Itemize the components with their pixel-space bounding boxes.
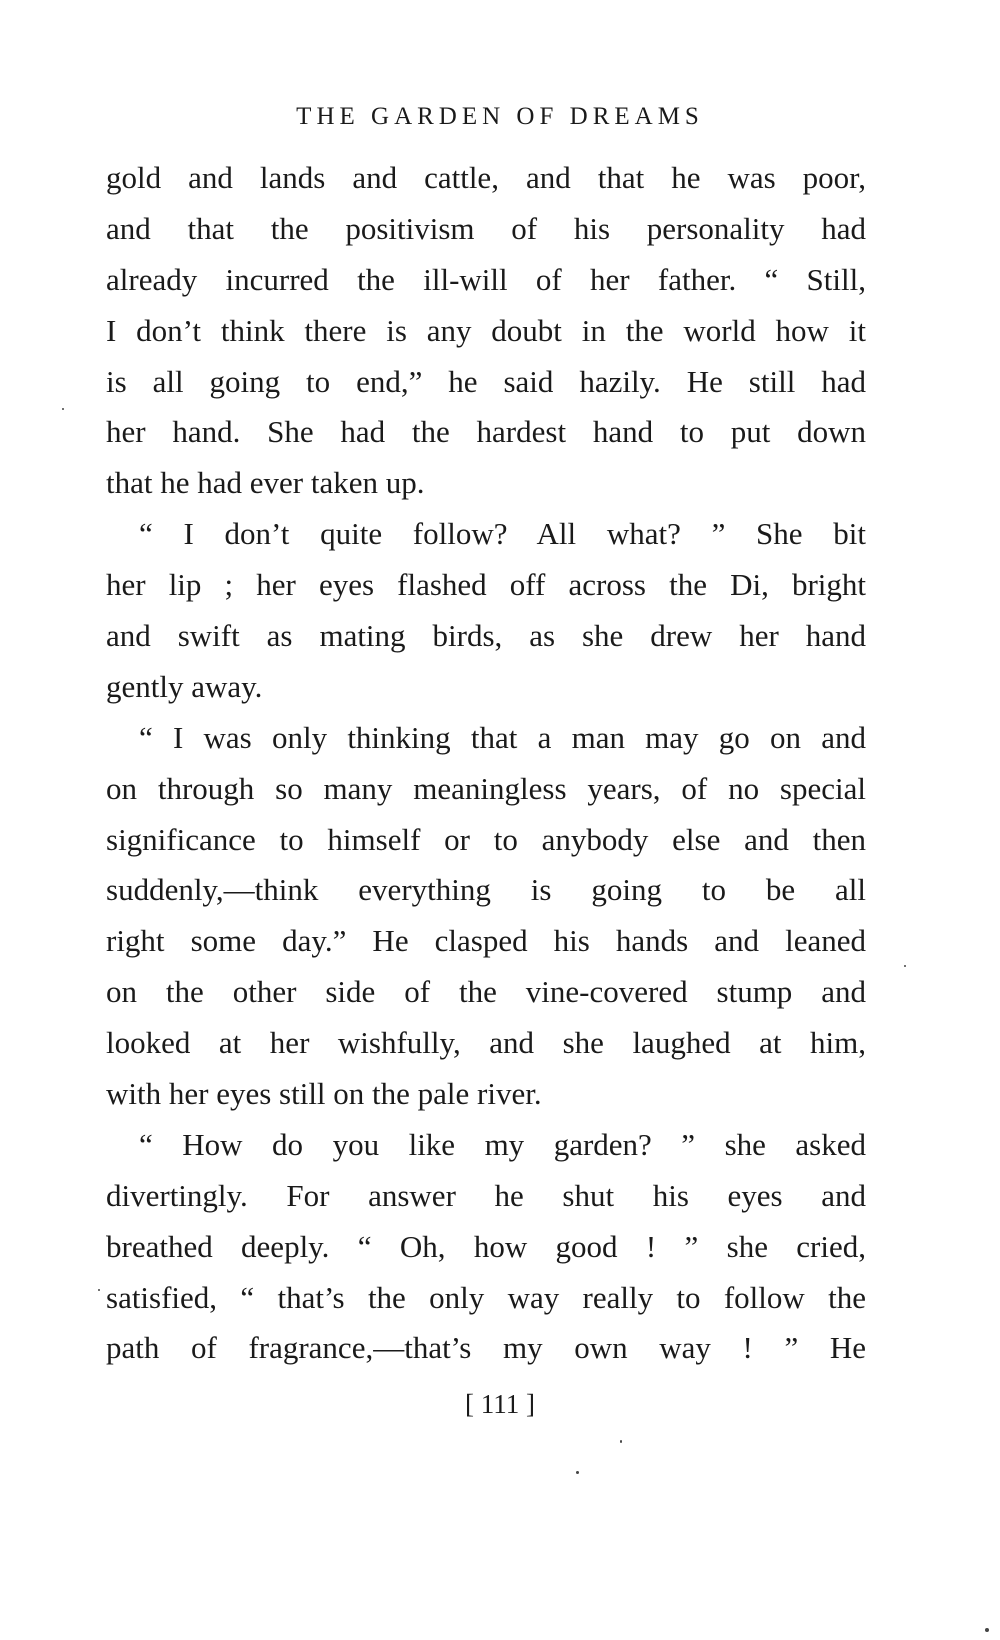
text-line: I don’t think there is any doubt in the world how it — [106, 312, 866, 348]
ink-speck — [576, 1471, 579, 1474]
ink-speck — [620, 1440, 622, 1443]
text-line: her lip ; her eyes flashed off across the Di, bright — [106, 567, 866, 603]
text-line: gold and lands and cattle, and that he was poor, — [106, 160, 866, 195]
text-line: path of fragrance,—that’s my own way ! ” He — [106, 1330, 866, 1366]
text-line: satisfied, “ that’s the only way really to follow the — [106, 1279, 866, 1315]
text-line: right some day.” He clasped his hands and leaned — [106, 923, 866, 959]
text-line: already incurred the ill-will of her father. “ Still, — [106, 261, 866, 297]
text-line: on the other side of the vine-covered stump and — [106, 974, 866, 1010]
text-line: is all going to end,” he said hazily. He still had — [106, 363, 866, 399]
text-line: “ I was only thinking that a man may go on and — [139, 719, 866, 755]
text-line: and swift as mating birds, as she drew her hand — [106, 618, 866, 654]
text-line: gently away. — [106, 668, 263, 704]
text-line: divertingly. For answer he shut his eyes and — [106, 1177, 866, 1213]
text-line: and that the positivism of his personality had — [106, 210, 866, 246]
text-line: significance to himself or to anybody else and then — [106, 821, 866, 857]
text-line: on through so many meaningless years, of no special — [106, 770, 866, 806]
text-line: that he had ever taken up. — [106, 465, 425, 501]
text-line: “ I don’t quite follow? All what? ” She bit — [139, 516, 866, 552]
text-line: looked at her wishfully, and she laughed at him, — [106, 1025, 866, 1061]
text-line: breathed deeply. “ Oh, how good ! ” she cried, — [106, 1228, 866, 1264]
body-text — [106, 153, 866, 1374]
ink-speck — [985, 1628, 989, 1632]
text-line: her hand. She had the hardest hand to put down — [106, 414, 866, 450]
running-head: THE GARDEN OF DREAMS — [296, 103, 704, 130]
text-line: “ How do you like my garden? ” she asked — [139, 1126, 866, 1162]
text-line: suddenly,—think everything is going to be all — [106, 872, 866, 908]
ink-speck — [98, 1289, 100, 1291]
text-line: with her eyes still on the pale river. — [106, 1076, 542, 1112]
ink-speck — [62, 408, 64, 410]
page-number: [ 111 ] — [465, 1389, 535, 1419]
ink-speck — [904, 965, 906, 967]
